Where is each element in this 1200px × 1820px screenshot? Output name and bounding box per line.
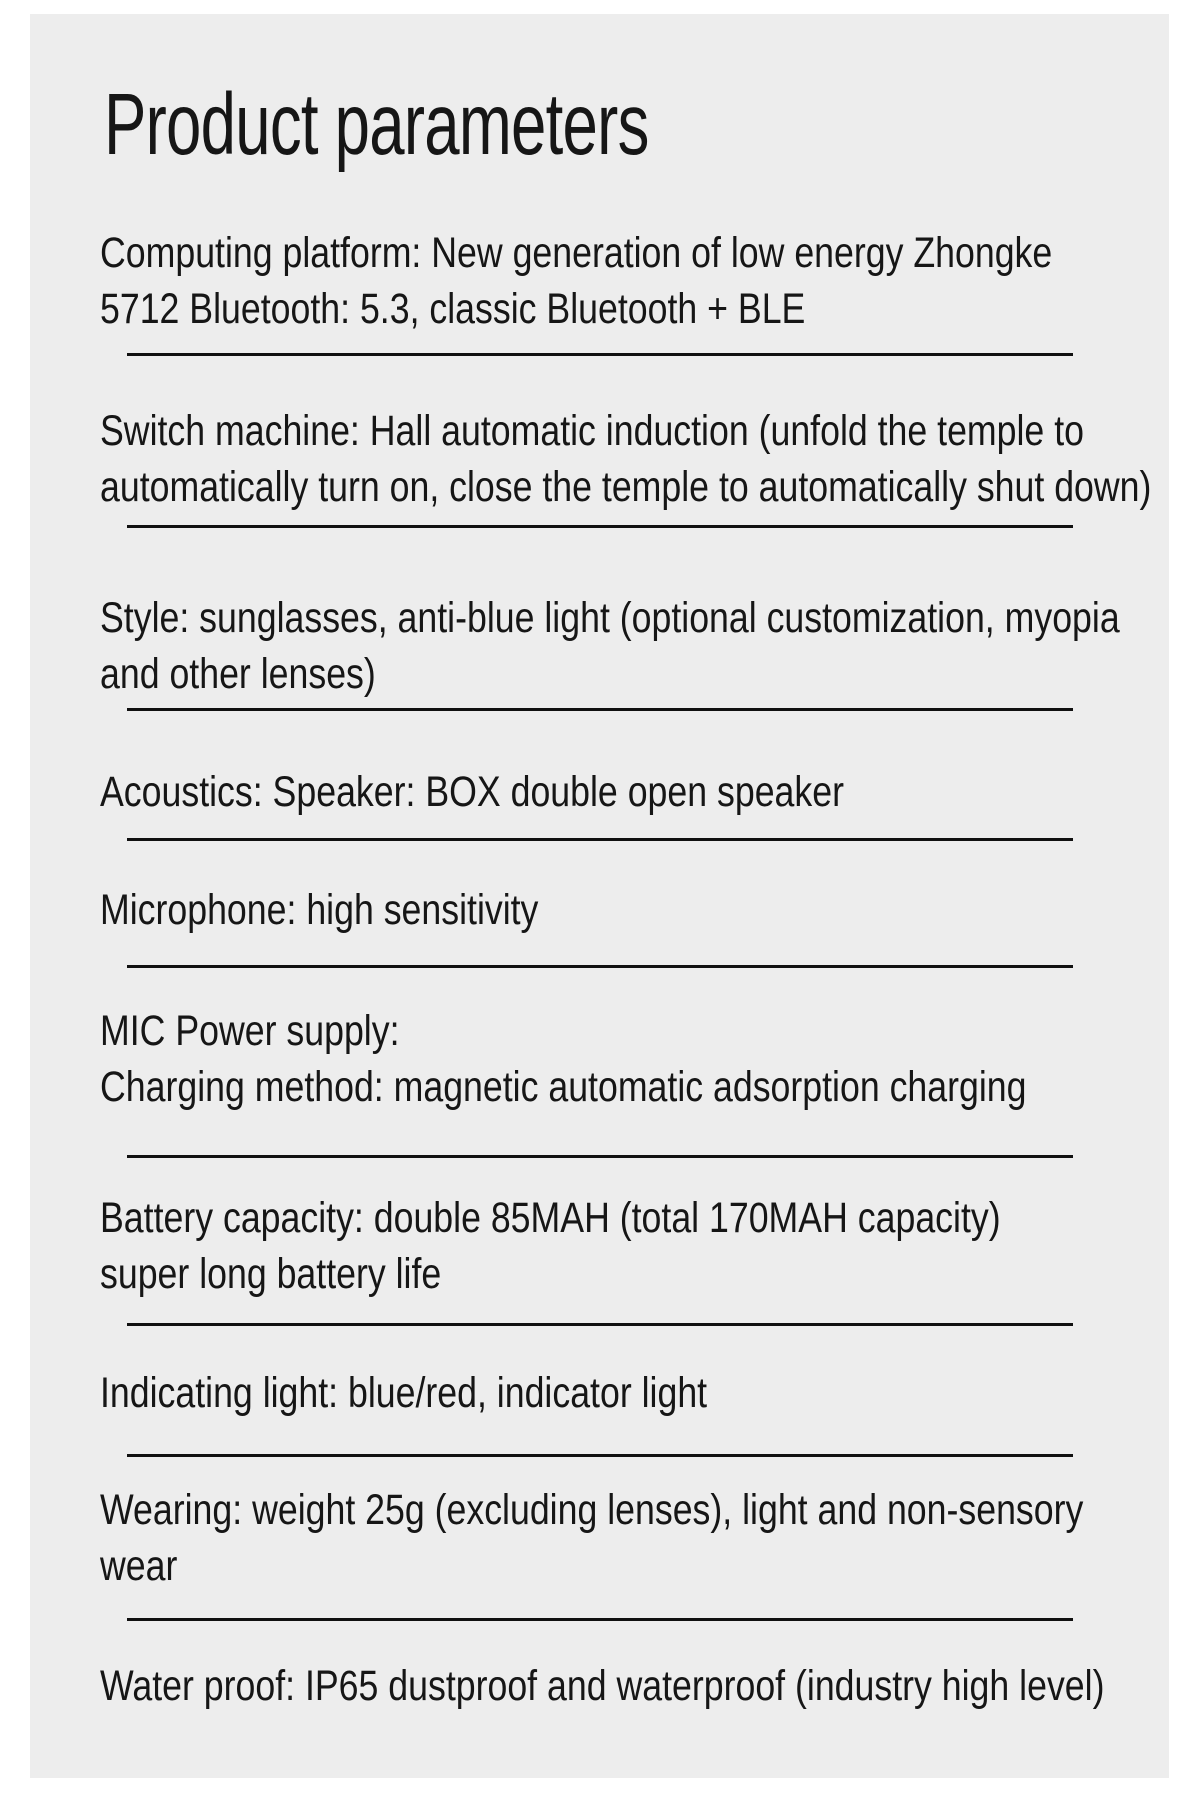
section-divider bbox=[127, 838, 1073, 841]
spec-text: Style: sunglasses, anti-blue light (optional customization, myopia bbox=[100, 594, 1120, 642]
spec-text: Water proof: IP65 dustproof and waterproof (industry high level) bbox=[100, 1662, 1105, 1710]
section-divider bbox=[127, 1323, 1073, 1326]
section-divider bbox=[127, 965, 1073, 968]
spec-line bbox=[100, 403, 1200, 459]
spec-line bbox=[100, 1246, 1185, 1302]
spec-battery-capacity bbox=[100, 1190, 1185, 1302]
spec-line bbox=[100, 1059, 1200, 1115]
spec-text: wear bbox=[100, 1542, 178, 1590]
spec-switch-machine bbox=[100, 403, 1200, 515]
spec-line bbox=[100, 646, 1200, 702]
section-divider bbox=[127, 525, 1073, 528]
spec-line bbox=[100, 1658, 1200, 1714]
spec-line bbox=[100, 1538, 1200, 1594]
spec-text: Indicating light: blue/red, indicator light bbox=[100, 1369, 708, 1417]
spec-text: Acoustics: Speaker: BOX double open speaker bbox=[100, 768, 844, 816]
spec-text: Computing platform: New generation of low energy Zhongke bbox=[100, 229, 1053, 277]
spec-text: MIC Power supply: bbox=[100, 1007, 400, 1055]
spec-acoustics bbox=[100, 764, 996, 820]
spec-line bbox=[100, 590, 1200, 646]
spec-line bbox=[100, 1365, 831, 1421]
spec-line bbox=[100, 1003, 1200, 1059]
spec-mic-power-supply bbox=[100, 1003, 1200, 1115]
spec-text: Battery capacity: double 85MAH (total 170MAH capacity) bbox=[100, 1194, 1001, 1242]
spec-text: automatically turn on, close the temple to automatically shut down) bbox=[100, 463, 1152, 511]
spec-text: Switch machine: Hall automatic induction (unfold the temple to bbox=[100, 407, 1084, 455]
section-divider bbox=[127, 708, 1073, 711]
spec-text: Wearing: weight 25g (excluding lenses), light and non-sensory bbox=[100, 1486, 1084, 1534]
spec-microphone bbox=[100, 882, 628, 938]
section-divider bbox=[127, 1618, 1073, 1621]
section-divider bbox=[127, 1155, 1073, 1158]
spec-style bbox=[100, 590, 1200, 702]
spec-text: Microphone: high sensitivity bbox=[100, 886, 539, 934]
spec-line bbox=[100, 1190, 1185, 1246]
spec-water-proof bbox=[100, 1658, 1200, 1714]
spec-line bbox=[100, 764, 996, 820]
section-divider bbox=[127, 353, 1073, 356]
page-title: Product parameters bbox=[104, 76, 649, 173]
spec-line bbox=[100, 281, 1200, 337]
spec-wearing bbox=[100, 1482, 1200, 1594]
spec-line bbox=[100, 225, 1200, 281]
spec-line bbox=[100, 1482, 1200, 1538]
spec-line bbox=[100, 459, 1200, 515]
spec-indicating-light bbox=[100, 1365, 831, 1421]
spec-text: super long battery life bbox=[100, 1250, 442, 1298]
spec-computing-platform bbox=[100, 225, 1200, 337]
spec-line bbox=[100, 882, 628, 938]
spec-text: 5712 Bluetooth: 5.3, classic Bluetooth + BLE bbox=[100, 285, 806, 333]
spec-text: and other lenses) bbox=[100, 650, 376, 698]
spec-text: Charging method: magnetic automatic adsorption charging bbox=[100, 1063, 1027, 1111]
section-divider bbox=[127, 1454, 1073, 1457]
